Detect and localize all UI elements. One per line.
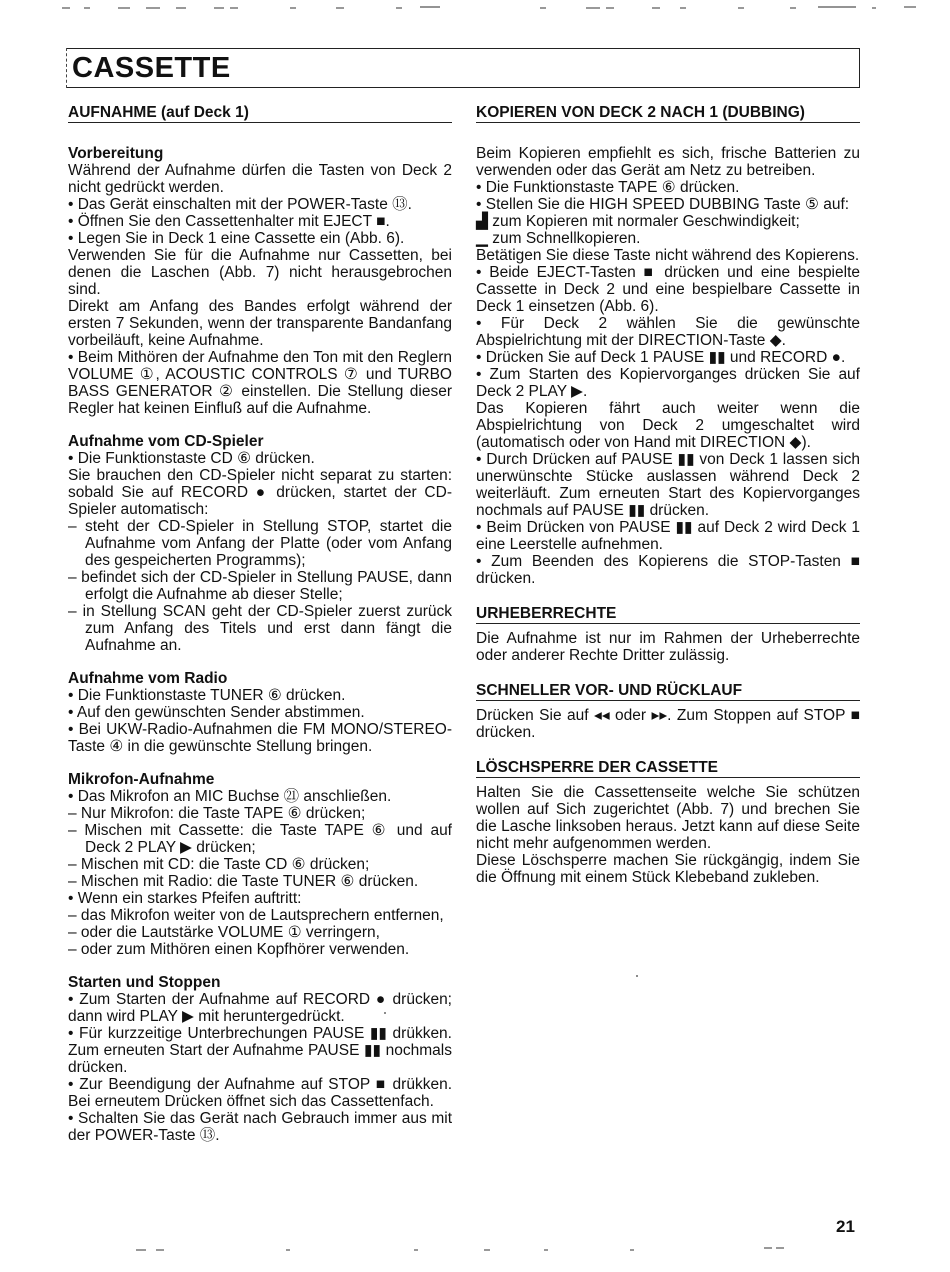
list-item: • Legen Sie in Deck 1 eine Cassette ein (Abb. 6).	[68, 230, 405, 247]
paragraph: Während der Aufnahme dürfen die Tasten von Deck 2 nicht gedrückt werden.	[68, 162, 452, 196]
paragraph: Sie brauchen den CD-Spieler nicht separat zu starten: sobald Sie auf RECORD ● drücken, startet der CD-Spieler automatisch:	[68, 467, 452, 518]
scan-speck	[384, 1012, 386, 1014]
heading-mikrofon: Mikrofon-Aufnahme	[68, 771, 215, 788]
list-item: – steht der CD-Spieler in Stellung STOP, startet die Aufnahme vom Anfang der Platte (oder vom Anfang des gespeicherten Programms);	[68, 518, 452, 569]
right-column	[476, 104, 860, 886]
paragraph: ▁ zum Schnellkopieren.	[476, 230, 641, 247]
paragraph: • Drücken Sie auf Deck 1 PAUSE ▮▮ und RECORD ●.	[476, 349, 846, 366]
heading-radio: Aufnahme vom Radio	[68, 670, 228, 687]
paragraph: • Zum Starten der Aufnahme auf RECORD ● drücken; dann wird PLAY ▶ mit heruntergedrückt.	[68, 991, 452, 1025]
paragraph: • Stellen Sie die HIGH SPEED DUBBING Taste ⑤ auf:	[476, 196, 850, 213]
page-title: CASSETTE	[72, 52, 231, 84]
list-item: – oder zum Mithören einen Kopfhörer verwenden.	[68, 941, 410, 958]
section-title-dubbing: KOPIEREN VON DECK 2 NACH 1 (DUBBING)	[476, 104, 860, 123]
list-item: – Nur Mikrofon: die Taste TAPE ⑥ drücken;	[68, 805, 366, 822]
left-column	[68, 104, 452, 1144]
paragraph: • Zum Starten des Kopiervorganges drücken Sie auf Deck 2 PLAY ▶.	[476, 366, 860, 400]
list-item: • Wenn ein starkes Pfeifen auftritt:	[68, 890, 302, 907]
paragraph: • Durch Drücken auf PAUSE ▮▮ von Deck 1 lassen sich unerwünschte Stücke auslassen während Deck 2 weiterläuft. Zum erneuten Start des Kopiervorganges nochmals auf PAUSE ▮▮ drücken.	[476, 451, 860, 519]
list-item: – befindet sich der CD-Spieler in Stellung PAUSE, dann erfolgt die Aufnahme ab dieser Stelle;	[68, 569, 452, 603]
list-item: • Auf den gewünschten Sender abstimmen.	[68, 704, 365, 721]
section-title-urheberrechte: URHEBERRECHTE	[476, 605, 860, 624]
paragraph: • Zur Beendigung der Aufnahme auf STOP ■ drükken. Bei erneutem Drücken öffnet sich das Cassettenfach.	[68, 1076, 452, 1110]
paragraph: • Beim Mithören der Aufnahme den Ton mit den Reglern VOLUME ①, ACOUSTIC CONTROLS ⑦ und TURBO BASS GENERATOR ② einstellen. Die Stellung dieser Regler hat keinen Einfluß auf die Aufnahme.	[68, 349, 452, 417]
page-number: 21	[836, 1217, 855, 1236]
section-title-schneller-lauf: SCHNELLER VOR- UND RÜCKLAUF	[476, 682, 860, 701]
list-item: • Die Funktionstaste TAPE ⑥ drücken.	[476, 179, 740, 196]
paragraph: • Zum Beenden des Kopierens die STOP-Tasten ■ drücken.	[476, 553, 860, 587]
list-item: • Die Funktionstaste TUNER ⑥ drücken.	[68, 687, 346, 704]
paragraph: • Für Deck 2 wählen Sie die gewünschte Abspielrichtung mit der DIRECTION-Taste ◆.	[476, 315, 860, 349]
paragraph: Halten Sie die Cassettenseite welche Sie schützen wollen auf Sich zugerichtet (Abb. 7) und brechen Sie die Lasche linksoben heraus. Jetzt kann auf diese Seite nicht mehr aufgenommen werden.	[476, 784, 860, 852]
paragraph: Die Aufnahme ist nur im Rahmen der Urheberrechte oder anderer Rechte Dritter zulässig.	[476, 630, 860, 664]
paragraph: Verwenden Sie für die Aufnahme nur Cassetten, bei denen die Laschen (Abb. 7) nicht herausgebrochen sind.	[68, 247, 452, 298]
list-item: • Das Mikrofon an MIC Buchse ㉑ anschließen.	[68, 788, 392, 805]
list-item: – oder die Lautstärke VOLUME ① verringern,	[68, 924, 380, 941]
list-item: • Öffnen Sie den Cassettenhalter mit EJECT ■.	[68, 213, 390, 230]
paragraph: • Beim Drücken von PAUSE ▮▮ auf Deck 2 wird Deck 1 eine Leerstelle aufnehmen.	[476, 519, 860, 553]
list-item: – das Mikrofon weiter von de Lautsprechern entfernen,	[68, 907, 444, 924]
list-item: – in Stellung SCAN geht der CD-Spieler zuerst zurück zum Anfang des Titels und erst dann fängt die Aufnahme an.	[68, 603, 452, 654]
section-title-aufnahme: AUFNAHME (auf Deck 1)	[68, 104, 452, 123]
paragraph: • Bei UKW-Radio-Aufnahmen die FM MONO/STEREO-Taste ④ in die gewünschte Stellung bringen.	[68, 721, 452, 755]
paragraph: Das Kopieren fährt auch weiter wenn die Abspielrichtung von Deck 2 umgeschaltet wird (automatisch oder von Hand mit DIRECTION ◆).	[476, 400, 860, 451]
header-box-edge	[66, 48, 69, 88]
paragraph: Diese Löschsperre machen Sie rückgängig, indem Sie die Öffnung mit einem Stück Klebeband zukleben.	[476, 852, 860, 886]
paragraph: • Schalten Sie das Gerät nach Gebrauch immer aus mit der POWER-Taste ⑬.	[68, 1110, 452, 1144]
heading-vorbereitung: Vorbereitung	[68, 145, 164, 162]
paragraph: Betätigen Sie diese Taste nicht während des Kopierens.	[476, 247, 860, 264]
list-item: • Die Funktionstaste CD ⑥ drücken.	[68, 450, 315, 467]
heading-starten-stoppen: Starten und Stoppen	[68, 974, 221, 991]
scan-speck	[636, 975, 638, 977]
scan-edge-bottom	[0, 1240, 950, 1260]
list-item: – Mischen mit CD: die Taste CD ⑥ drücken;	[68, 856, 370, 873]
paragraph: ▟ zum Kopieren mit normaler Geschwindigkeit;	[476, 213, 800, 230]
paragraph: Beim Kopieren empfiehlt es sich, frische Batterien zu verwenden oder das Gerät am Netz zu betreiben.	[476, 145, 860, 179]
paragraph: • Beide EJECT-Tasten ■ drücken und eine bespielte Cassette in Deck 2 und eine bespielbare Cassette in Deck 1 einsetzen (Abb. 6).	[476, 264, 860, 315]
paragraph: Direkt am Anfang des Bandes erfolgt während der ersten 7 Sekunden, wenn der transparente Bandanfang vorbeiläuft, keine Aufnahme.	[68, 298, 452, 349]
list-item: • Das Gerät einschalten mit der POWER-Taste ⑬.	[68, 196, 412, 213]
paragraph: • Für kurzzeitige Unterbrechungen PAUSE ▮▮ drükken. Zum erneuten Start der Aufnahme PAUSE ▮▮ nochmals drücken.	[68, 1025, 452, 1076]
section-title-loeschsperre: LÖSCHSPERRE DER CASSETTE	[476, 759, 860, 778]
list-item: – Mischen mit Radio: die Taste TUNER ⑥ drücken.	[68, 873, 419, 890]
heading-cd: Aufnahme vom CD-Spieler	[68, 433, 264, 450]
list-item: – Mischen mit Cassette: die Taste TAPE ⑥ und auf Deck 2 PLAY ▶ drücken;	[68, 822, 452, 856]
paragraph: Drücken Sie auf ◂◂ oder ▸▸. Zum Stoppen auf STOP ■ drücken.	[476, 707, 860, 741]
scan-edge-top	[0, 0, 950, 14]
